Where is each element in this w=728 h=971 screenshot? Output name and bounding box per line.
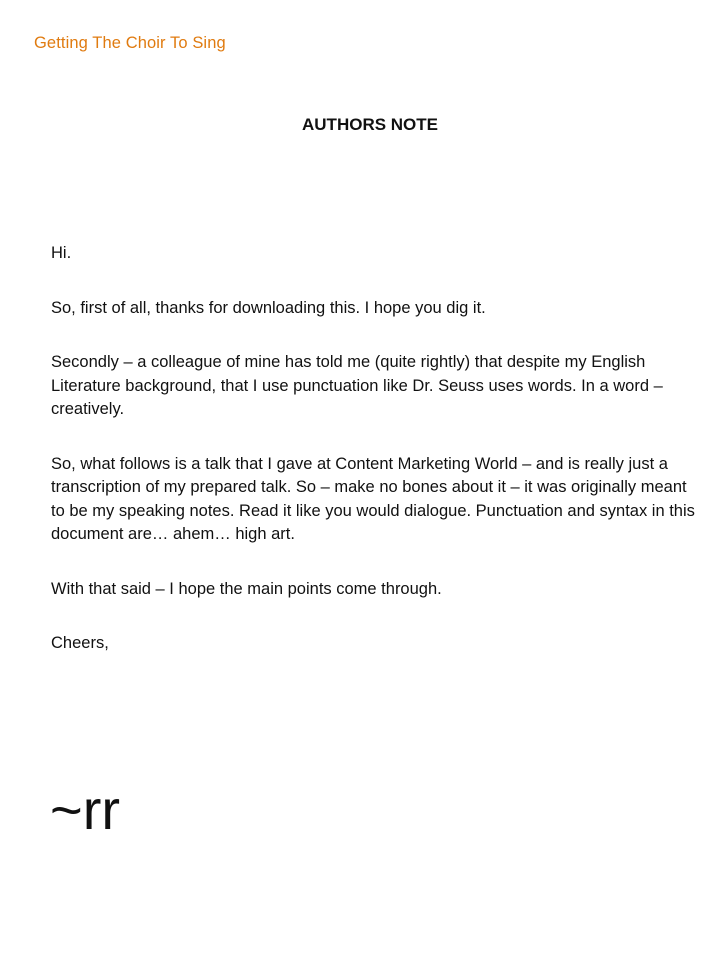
paragraph-cheers: Cheers, (51, 634, 109, 652)
page-title: AUTHORS NOTE (302, 115, 438, 134)
running-header: Getting The Choir To Sing (34, 34, 226, 52)
paragraph-secondly: Secondly – a colleague of mine has told me (quite rightly) that despite my English Literature background, that I use punctuation like Dr. Seuss uses words. In a word – creatively. (51, 353, 663, 418)
paragraph-what-follows: So, what follows is a talk that I gave at Content Marketing World – and is really just a transcription of my prepared talk. So – make no bones about it – it was originally meant to be my speaking notes. Read it like you would dialogue. Punctuation and syntax in this document are… ahem… high art. (51, 454, 695, 543)
paragraph-thanks: So, first of all, thanks for downloading this. I hope you dig it. (51, 298, 486, 317)
signature: ~rr (50, 778, 120, 841)
document-body (51, 242, 701, 656)
paragraph-greeting: Hi. (51, 244, 72, 262)
paragraph-that-said: With that said – I hope the main points come through. (51, 579, 442, 598)
